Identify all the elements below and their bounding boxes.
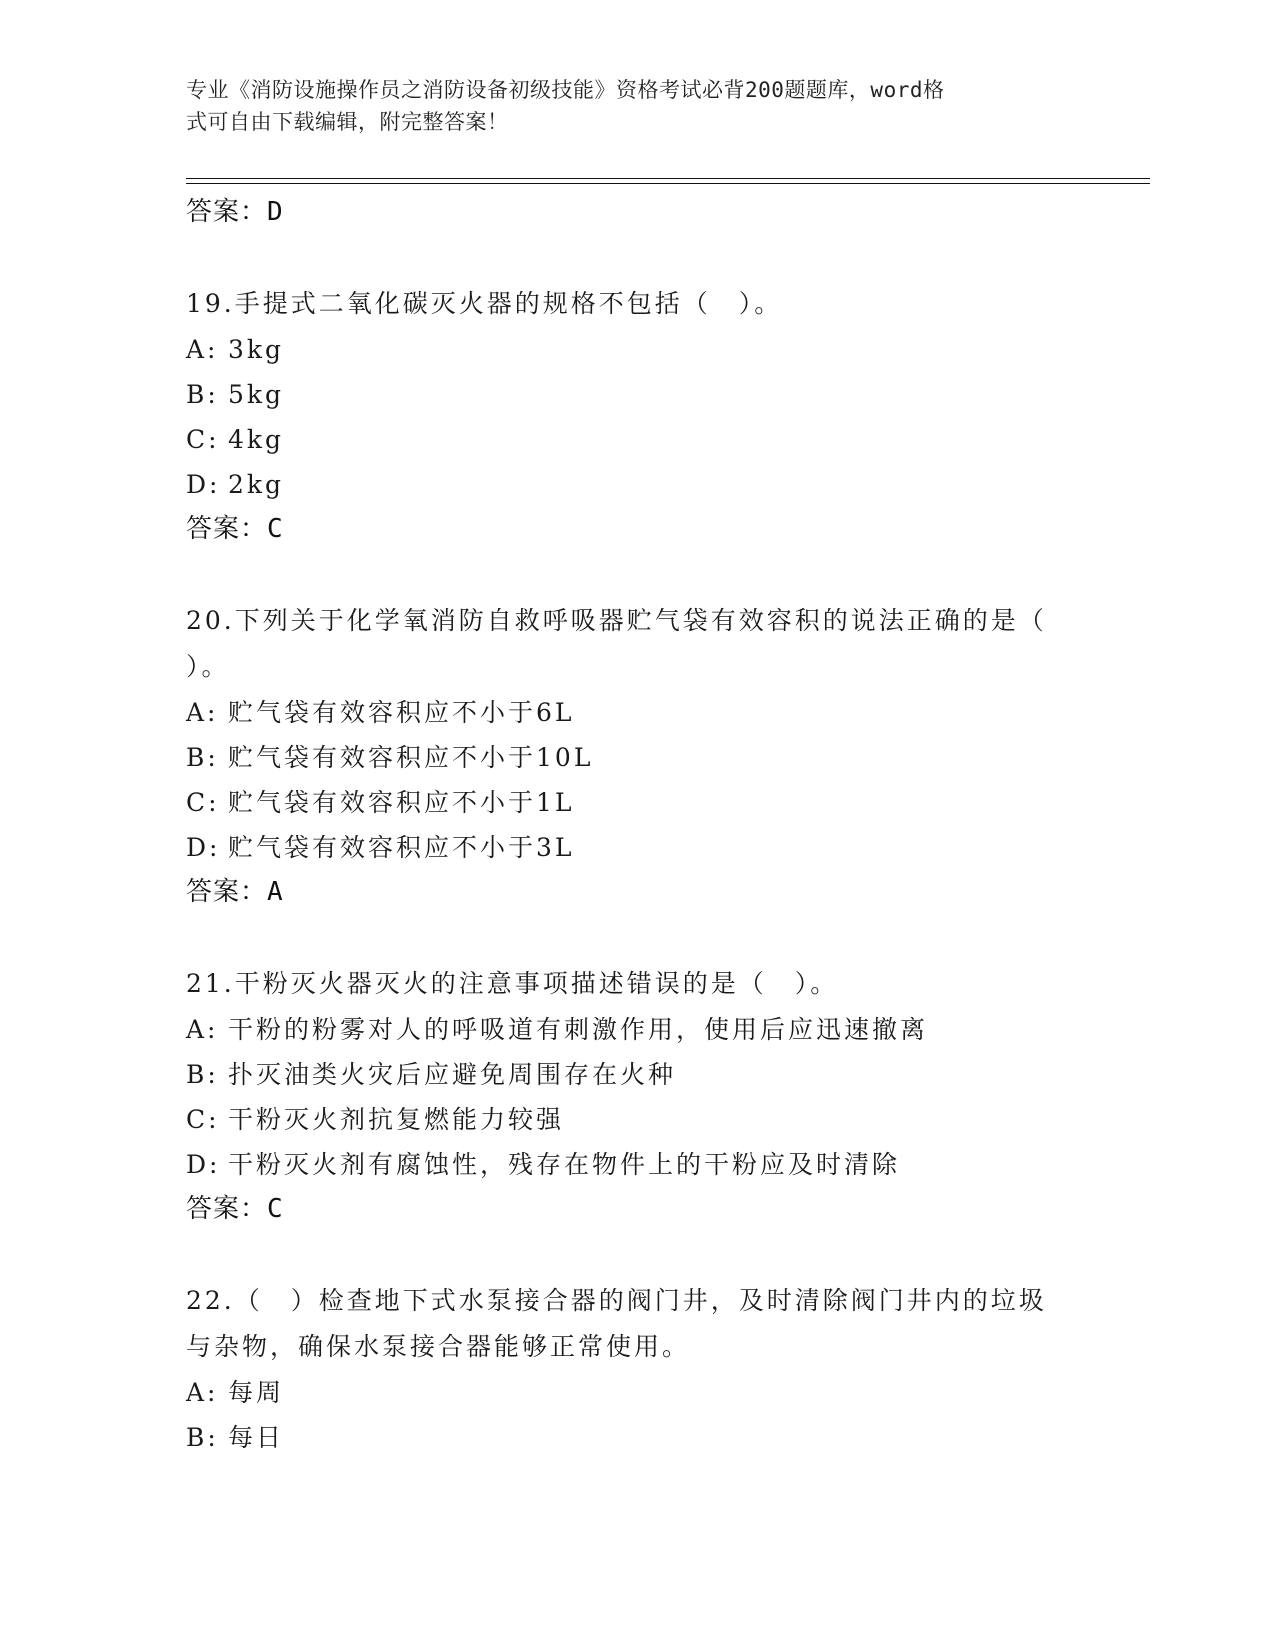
header-line-2: 式可自由下载编辑，附完整答案！ bbox=[186, 110, 509, 134]
option-text: 扑灭油类火灾后应避免周围存在火种 bbox=[228, 1060, 677, 1089]
spacer bbox=[186, 552, 1086, 598]
option-key: C: bbox=[186, 788, 220, 817]
question-text: 20.下列关于化学氧消防自救呼吸器贮气袋有效容积的说法正确的是（ bbox=[186, 606, 1047, 635]
option-key: D: bbox=[186, 833, 221, 862]
answer: 答案：A bbox=[186, 877, 284, 907]
option-key: C: bbox=[186, 425, 220, 454]
option-text: 2kg bbox=[228, 470, 285, 499]
answer: 答案：C bbox=[186, 514, 284, 544]
option-text: 每周 bbox=[228, 1378, 285, 1407]
header-rule-top bbox=[186, 178, 1150, 179]
question-text: 22.（ ）检查地下式水泵接合器的阀门井，及时清除阀门井内的垃圾 bbox=[186, 1286, 1047, 1315]
option-text: 每日 bbox=[228, 1423, 285, 1452]
option-d bbox=[186, 1142, 1086, 1187]
option-c bbox=[186, 1097, 1086, 1142]
option-text: 4kg bbox=[228, 425, 285, 454]
option-text: 贮气袋有效容积应不小于1L bbox=[228, 788, 575, 817]
question-text: 19.手提式二氧化碳灭火器的规格不包括（ ）。 bbox=[186, 289, 783, 318]
question-text-cont: 与杂物，确保水泵接合器能够正常使用。 bbox=[186, 1332, 691, 1361]
spacer bbox=[186, 915, 1086, 961]
option-text: 5kg bbox=[228, 380, 285, 409]
header-line-1: 专业《消防设施操作员之消防设备初级技能》资格考试必背200题题库，word格 bbox=[186, 78, 945, 102]
answer: 答案：C bbox=[186, 1194, 284, 1224]
option-key: A: bbox=[186, 1378, 219, 1407]
question-21 bbox=[186, 961, 1086, 1232]
spacer bbox=[186, 235, 1086, 281]
question-20 bbox=[186, 598, 1086, 915]
option-a bbox=[186, 1007, 1086, 1052]
option-key: A: bbox=[186, 1015, 219, 1044]
spacer bbox=[186, 1232, 1086, 1278]
option-text: 干粉灭火剂抗复燃能力较强 bbox=[228, 1105, 565, 1134]
option-b bbox=[186, 735, 1086, 780]
option-a bbox=[186, 1370, 1086, 1415]
option-key: C: bbox=[186, 1105, 220, 1134]
option-key: B: bbox=[186, 1423, 219, 1452]
question-22 bbox=[186, 1278, 1086, 1460]
option-b bbox=[186, 1415, 1086, 1460]
option-text: 干粉灭火剂有腐蚀性，残存在物件上的干粉应及时清除 bbox=[228, 1150, 901, 1179]
header-rule-bottom bbox=[186, 183, 1150, 184]
option-b bbox=[186, 372, 1086, 417]
option-key: A: bbox=[186, 335, 219, 364]
answer-prev: 答案：D bbox=[186, 197, 284, 227]
option-key: D: bbox=[186, 1150, 221, 1179]
option-text: 3kg bbox=[228, 335, 285, 364]
question-19 bbox=[186, 281, 1086, 552]
option-key: B: bbox=[186, 743, 219, 772]
option-c bbox=[186, 780, 1086, 825]
option-key: B: bbox=[186, 1060, 219, 1089]
option-a bbox=[186, 327, 1086, 372]
document-header bbox=[186, 74, 1066, 138]
option-key: A: bbox=[186, 698, 219, 727]
option-key: D: bbox=[186, 470, 221, 499]
option-d bbox=[186, 825, 1086, 870]
option-b bbox=[186, 1052, 1086, 1097]
question-list bbox=[186, 190, 1086, 1460]
option-c bbox=[186, 417, 1086, 462]
question-text-cont: ）。 bbox=[186, 652, 230, 681]
option-text: 贮气袋有效容积应不小于10L bbox=[228, 743, 594, 772]
option-a bbox=[186, 690, 1086, 735]
option-text: 贮气袋有效容积应不小于6L bbox=[228, 698, 575, 727]
option-text: 干粉的粉雾对人的呼吸道有刺激作用，使用后应迅速撤离 bbox=[228, 1015, 929, 1044]
option-d bbox=[186, 462, 1086, 507]
option-text: 贮气袋有效容积应不小于3L bbox=[228, 833, 575, 862]
option-key: B: bbox=[186, 380, 219, 409]
question-text: 21.干粉灭火器灭火的注意事项描述错误的是（ ）。 bbox=[186, 969, 839, 998]
